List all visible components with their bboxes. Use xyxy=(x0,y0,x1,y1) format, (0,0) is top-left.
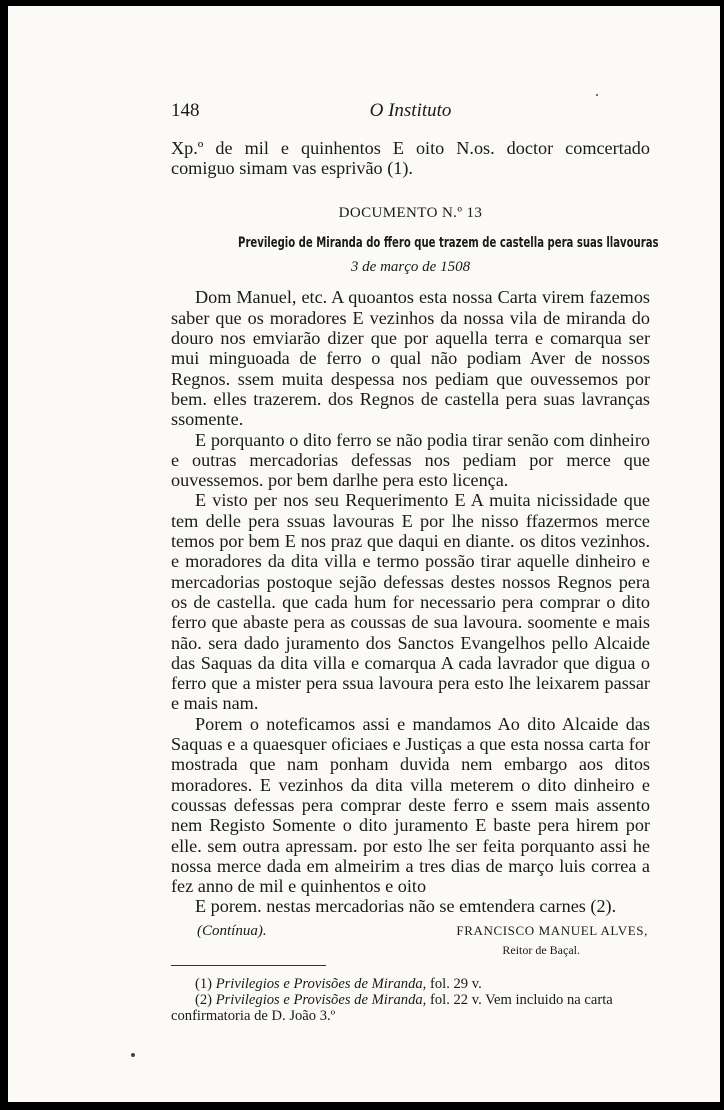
page-number: 148 xyxy=(171,100,200,121)
author-name: FRANCISCO MANUEL ALVES, xyxy=(456,922,648,938)
footnote-text: fol. 22 v. Vem incluido na carta confirmatoria de D. João 3.º xyxy=(171,991,613,1024)
footnote-divider xyxy=(171,965,326,966)
continua-note: (Contínua). xyxy=(197,922,267,939)
paragraph: E porem. nestas mercadorias não se emtendera carnes (2). xyxy=(195,896,617,917)
signature-block xyxy=(171,921,650,959)
paragraph: Porem o noteficamos assi e mandamos Ao dito Alcaide das Saquas e a quaesquer oficiaes e Justiças a que esta nossa carta for mostrada que nam ponham duvida nem embargo aos ditos moradores. E vezinhos da dita villa meterem o dito dinheiro e coussas defessas pera comprar deste ferro e ssem mais assento nem Registo Somente o dito juramento E baste pera hirem por elle. sem outra apressam. por esto lhe ser feita porquanto assi he nossa merce dada em almeirim a tres dias de março luis correa a fez anno de mil e quinhentos e oito xyxy=(171,713,650,897)
footnote-title: Privilegios e Provisões de Miranda, xyxy=(215,975,427,992)
footnote-mark: (1) xyxy=(195,975,213,992)
scan-speck xyxy=(131,1053,135,1057)
footnote xyxy=(171,976,650,992)
footnote-text: fol. 29 v. xyxy=(426,975,482,992)
footnotes xyxy=(171,976,650,1024)
footnote-mark: (2) xyxy=(195,991,213,1008)
document-date: 3 de março de 1508 xyxy=(350,259,471,276)
page-header xyxy=(171,100,650,124)
scan-speck xyxy=(596,94,598,96)
footnote-title: Privilegios e Provisões de Miranda, xyxy=(215,991,427,1008)
paragraph: Dom Manuel, etc. A quoantos esta nossa Carta virem fazemos saber que os moradores E vezinhos da nossa vila de miranda do douro nos emviarão dizer que por aquella terra e comarqua ser mui minguoada de ferro o qual não podiam Aver de nossos Regnos. ssem muita despessa nos pediam que ouvessemos por bem. elles trazerem. dos Regnos de castella pera suas lavranças ssomente. xyxy=(171,287,650,430)
running-title: O Instituto xyxy=(369,100,452,121)
paragraph: E porquanto o dito ferro se não podia tirar senão com dinheiro e outras mercadorias defessas nos pediam por merce que ouvessemos. por bem darlhe pera esto licença. xyxy=(171,429,650,491)
scanned-page xyxy=(8,6,720,1102)
paragraph: E visto per nos seu Requerimento E A muita nicissidade que tem delle pera ssuas lavouras E por lhe nisso ffazermos merce temos por bem E nos praz que daqui en diante. os ditos vezinhos. e moradores da dita villa e termo possão tirar aquelle dinheiro e mercadorias postoque sejão defessas destes nossos Regnos pera os de castella. que cada hum for necessario pera comprar o dito ferro que abaste pera as coussas de sua lavoura. soomente e mais não. sera dado juramento dos Sanctos Evangelhos pello Alcaide das Saquas da dita villa e comarqua A cada lavrador que digua o ferro que a mister pera ssua lavoura pera esto lhe leixarem passar e mais nam. xyxy=(171,490,650,714)
document-heading: DOCUMENTO N.º 13 xyxy=(338,204,483,221)
footnote xyxy=(171,992,650,1024)
author-role: Reitor de Baçal. xyxy=(502,942,580,957)
document-subtitle: Previlegio de Miranda do ffero que trazem de castella pera suas llavouras xyxy=(238,234,659,251)
page-body xyxy=(171,138,659,1024)
intro-paragraph: Xp.º de mil e quinhentos E oito N.os. doctor comcertado comiguo simam vas esprivão (1). xyxy=(171,138,650,179)
